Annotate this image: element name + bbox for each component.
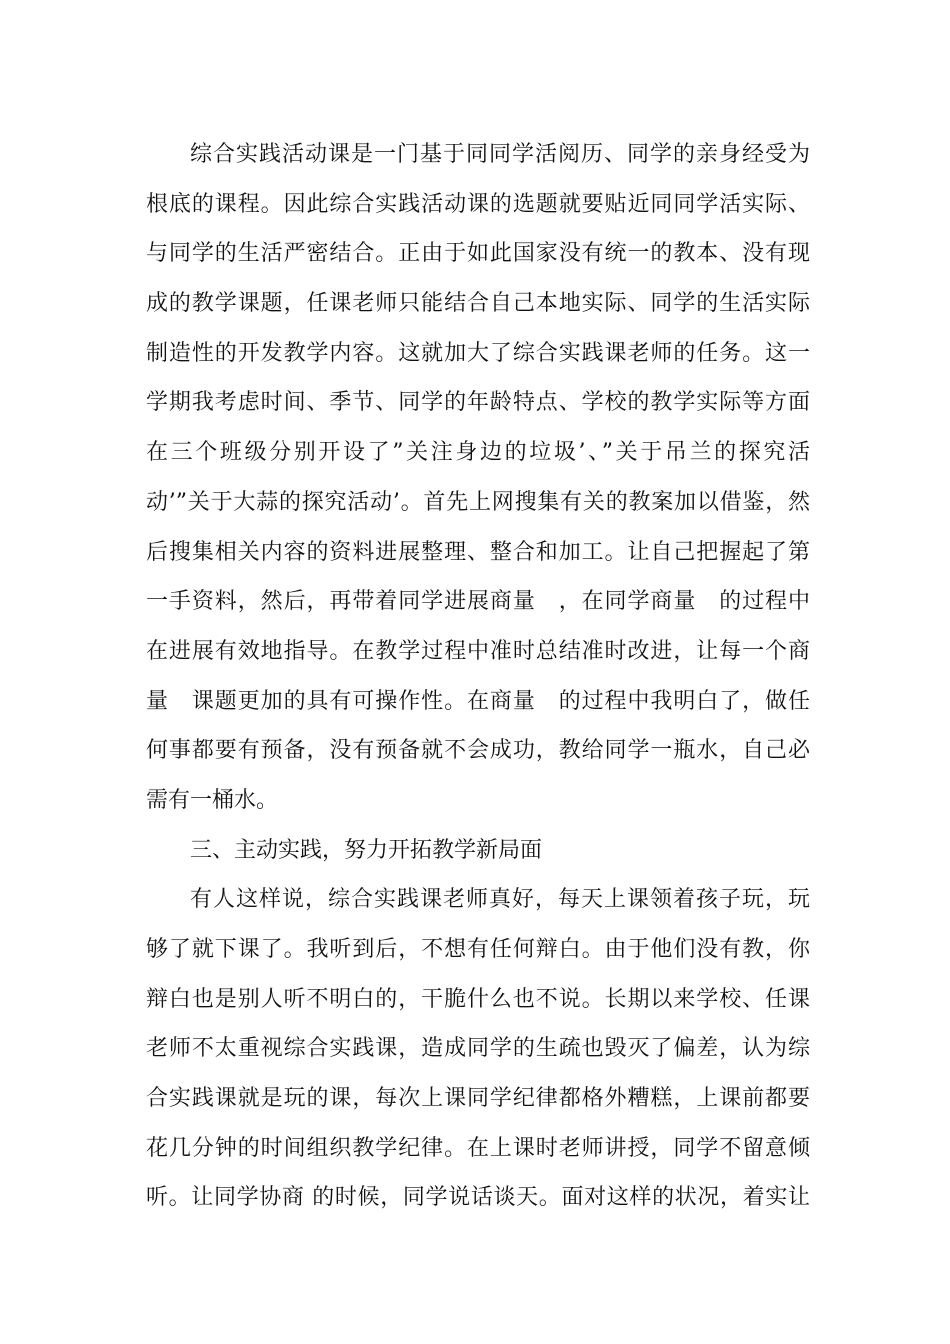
text-line: 制造性的开发教学内容。这就加大了综合实践课老师的任务。这一 — [146, 340, 810, 366]
text-line: 辩白也是别人听不明白的，干脆什么也不说。长期以来学校、任课 — [146, 986, 810, 1012]
text-line: 何事都要有预备，没有预备就不会成功，教给同学一瓶水，自己必 — [146, 738, 810, 764]
text-line: 需有一桶水。 — [146, 787, 279, 813]
text-line: 花几分钟的时间组织教学纪律。在上课时老师讲授，同学不留意倾 — [146, 1135, 810, 1161]
text-line: 与同学的生活严密结合。正由于如此国家没有统一的教本、没有现 — [146, 241, 810, 267]
text-line: 在三个班级分别开设了”关注身边的垃圾’、”关于吊兰的探究活 — [146, 440, 810, 466]
text-line: 够了就下课了。我听到后，不想有任何辩白。由于他们没有教，你 — [146, 937, 810, 962]
text-line: 后搜集相关内容的资料进展整理、整合和加工。让自己把握起了第 — [146, 539, 810, 565]
text-line: 老师不太重视综合实践课，造成同学的生疏也毁灭了偏差，认为综 — [146, 1036, 810, 1062]
text-line: 合实践课就是玩的课，每次上课同学纪律都格外糟糕，上课前都要 — [146, 1086, 810, 1112]
text-line: 有人这样说，综合实践课老师真好，每天上课领着孩子玩，玩 — [190, 887, 810, 913]
text-line: 三、主动实践，努力开拓教学新局面 — [190, 837, 543, 863]
text-line: 一手资料，然后，再带着同学进展商量 ，在同学商量 的过程中 — [146, 589, 810, 615]
text-line: 动’”关于大蒜的探究活动’。首先上网搜集有关的教案加以借鉴，然 — [146, 489, 810, 515]
text-line: 听。让同学协商 的时候，同学说话谈天。面对这样的状况，着实让 — [146, 1185, 810, 1211]
body-text — [146, 130, 810, 1223]
text-line: 成的教学课题，任课老师只能结合自己本地实际、同学的生活实际 — [146, 291, 810, 317]
text-line: 学期我考虑时间、季节、同学的年龄特点、学校的教学实际等方面 — [146, 390, 810, 416]
text-line: 在进展有效地指导。在教学过程中准时总结准时改进，让每一个商 — [146, 638, 810, 664]
text-line: 根底的课程。因此综合实践活动课的选题就要贴近同同学活实际、 — [146, 191, 810, 217]
text-line: 量 课题更加的具有可操作性。在商量 的过程中我明白了，做任 — [146, 688, 810, 714]
text-line: 综合实践活动课是一门基于同同学活阅历、同学的亲身经受为 — [190, 142, 810, 167]
